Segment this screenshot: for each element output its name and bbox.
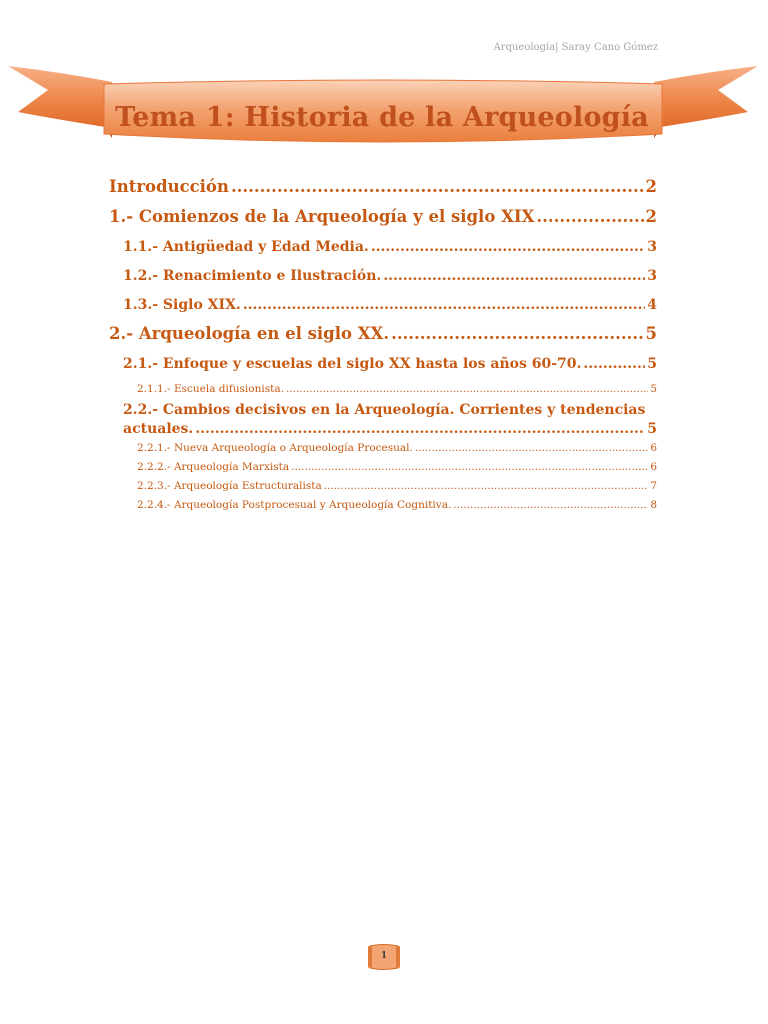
toc-entry-label: 1.2.- Renacimiento e Ilustración.	[123, 268, 382, 284]
toc-entry-1-1[interactable]	[123, 234, 657, 263]
toc-entry-label: 2.2.1.- Nueva Arqueología o Arqueología Procesual.	[137, 442, 413, 454]
toc-leader-dots	[195, 420, 645, 439]
toc-entry-label-line2-row	[123, 420, 657, 439]
toc-page-number: 6	[650, 442, 657, 454]
toc-leader-dots	[286, 380, 648, 398]
toc-leader-dots	[536, 204, 643, 230]
document-title: Tema 1: Historia de la Arqueología	[115, 102, 649, 133]
toc-leader-dots	[583, 351, 645, 377]
toc-entry-1[interactable]	[109, 204, 657, 234]
toc-entry-2[interactable]	[109, 321, 657, 351]
page-number: 1	[380, 951, 388, 961]
toc-page-number: 3	[647, 239, 657, 255]
toc-leader-dots	[231, 174, 644, 200]
toc-entry-2-1[interactable]	[123, 351, 657, 380]
toc-entry-introduccion[interactable]	[109, 174, 657, 204]
toc-entry-label: 2.- Arqueología en el siglo XX.	[109, 324, 390, 343]
toc-entry-2-1-1[interactable]	[137, 380, 657, 399]
toc-page-number: 4	[647, 297, 657, 313]
toc-page-number: 6	[650, 461, 657, 473]
table-of-contents	[109, 174, 657, 515]
toc-page-number: 5	[645, 324, 657, 343]
toc-entry-label: 1.- Comienzos de la Arqueología y el siglo XIX	[109, 207, 535, 226]
toc-entry-label-line1: 2.2.- Cambios decisivos en la Arqueología. Corrientes y tendencias	[123, 402, 646, 418]
toc-entry-label: Introducción	[109, 177, 229, 196]
running-header: Arqueología| Saray Cano Gómez	[493, 42, 658, 53]
toc-leader-dots	[391, 321, 643, 347]
toc-leader-dots	[415, 439, 648, 457]
toc-entry-label: 2.2.2.- Arqueología Marxista	[137, 461, 290, 473]
toc-leader-dots	[291, 458, 648, 476]
toc-leader-dots	[324, 477, 649, 495]
toc-entry-label: 1.1.- Antigüedad y Edad Media.	[123, 239, 369, 255]
toc-page-number: 8	[650, 499, 657, 511]
toc-entry-2-2-2[interactable]	[137, 458, 657, 477]
toc-entry-label: 2.2.4.- Arqueología Postprocesual y Arqueología Cognitiva.	[137, 499, 452, 511]
toc-entry-label: 1.3.- Siglo XIX.	[123, 297, 241, 313]
toc-entry-1-2[interactable]	[123, 263, 657, 292]
toc-page-number: 3	[647, 268, 657, 284]
toc-page-number: 2	[645, 177, 657, 196]
toc-entry-2-2-4[interactable]	[137, 496, 657, 515]
toc-entry-label: actuales.	[123, 421, 194, 437]
toc-entry-label: 2.2.3.- Arqueología Estructuralista	[137, 480, 322, 492]
toc-page-number: 5	[647, 421, 657, 437]
toc-page-number: 7	[650, 480, 657, 492]
toc-page-number: 5	[650, 383, 657, 395]
toc-leader-dots	[453, 496, 648, 514]
toc-entry-2-2[interactable]	[123, 399, 657, 439]
toc-entry-label: 2.1.- Enfoque y escuelas del siglo XX hasta los años 60-70.	[123, 356, 582, 372]
toc-leader-dots	[371, 234, 645, 260]
toc-page-number: 5	[647, 356, 657, 372]
page-number-scroll-badge	[366, 942, 402, 972]
toc-entry-1-3[interactable]	[123, 292, 657, 321]
toc-leader-dots	[383, 263, 645, 289]
toc-leader-dots	[243, 292, 645, 318]
toc-entry-2-2-3[interactable]	[137, 477, 657, 496]
toc-entry-2-2-1[interactable]	[137, 439, 657, 458]
toc-page-number: 2	[645, 207, 657, 226]
toc-entry-label: 2.1.1.- Escuela difusionista.	[137, 383, 284, 395]
